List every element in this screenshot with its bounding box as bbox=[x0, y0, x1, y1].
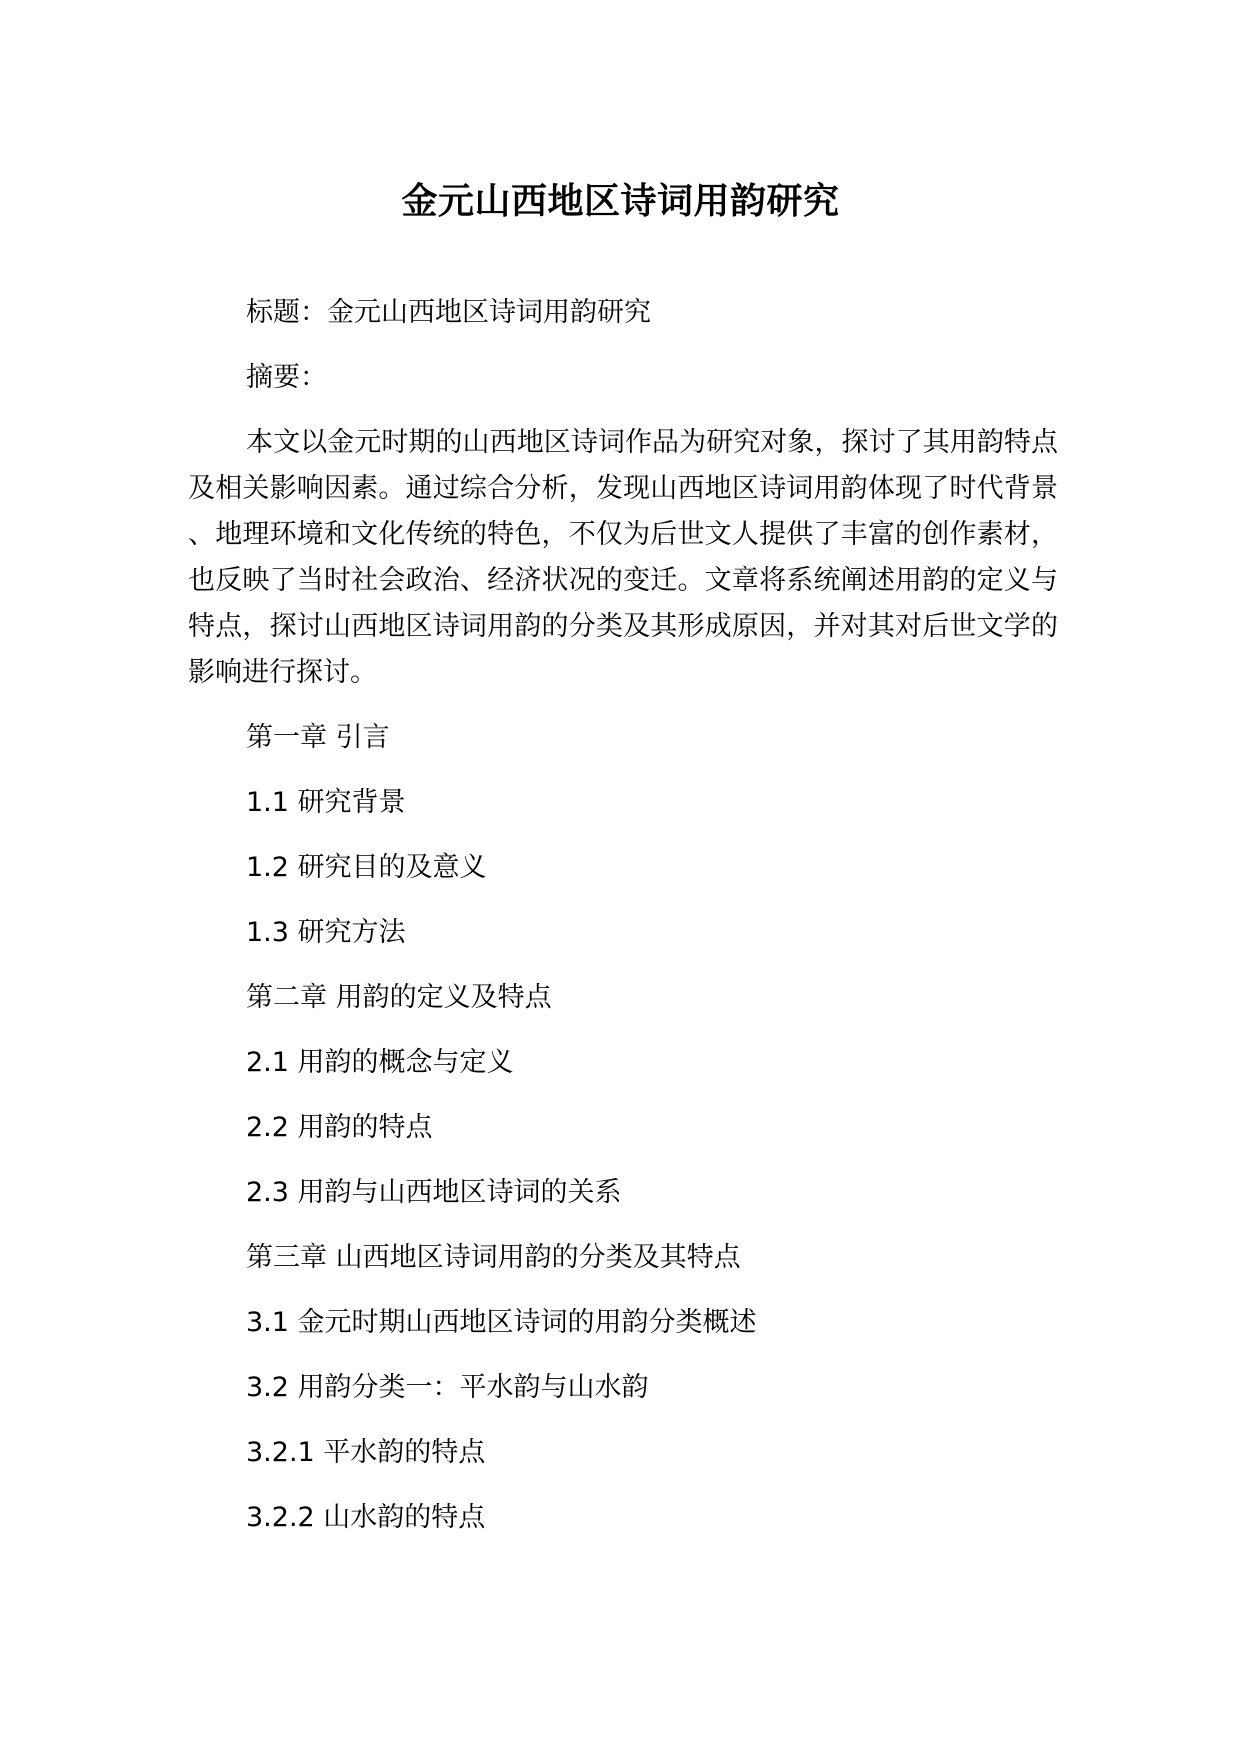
outline-section-1-1: 1.1 研究背景 bbox=[246, 787, 406, 818]
document-title: 金元山西地区诗词用韵研究 bbox=[401, 181, 840, 222]
outline-section-3-2-1: 3.2.1 平水韵的特点 bbox=[246, 1437, 486, 1468]
outline-section-3-2: 3.2 用韵分类一：平水韵与山水韵 bbox=[246, 1372, 649, 1403]
document-body bbox=[188, 290, 1058, 1541]
outline-section-3-1: 3.1 金元时期山西地区诗词的用韵分类概述 bbox=[246, 1307, 757, 1338]
outline-section-2-3: 2.3 用韵与山西地区诗词的关系 bbox=[246, 1177, 622, 1208]
outline-section-3-2-2: 3.2.2 山水韵的特点 bbox=[246, 1502, 486, 1533]
outline-section-1-2: 1.2 研究目的及意义 bbox=[246, 852, 487, 883]
outline-section-1-3: 1.3 研究方法 bbox=[246, 917, 406, 948]
outline-chapter-2: 第二章 用韵的定义及特点 bbox=[246, 982, 552, 1013]
outline-chapter-3: 第三章 山西地区诗词用韵的分类及其特点 bbox=[246, 1242, 741, 1273]
outline-section-2-1: 2.1 用韵的概念与定义 bbox=[246, 1047, 514, 1078]
outline-chapter-1: 第一章 引言 bbox=[246, 722, 390, 753]
abstract-label: 摘要： bbox=[246, 362, 327, 393]
title-line: 标题：金元山西地区诗词用韵研究 bbox=[246, 297, 651, 328]
abstract-paragraph: 本文以金元时期的山西地区诗词作品为研究对象，探讨了其用韵特点及相关影响因素。通过综合分析，发现山西地区诗词用韵体现了时代背景、地理环境和文化传统的特色，不仅为后世文人提供了丰富的创作素材，也反映了当时社会政治、经济状况的变迁。文章将系统阐述用韵的定义与特点，探讨山西地区诗词用韵的分类及其形成原因，并对其对后世文学的影响进行探讨。 bbox=[188, 427, 1058, 688]
outline-section-2-2: 2.2 用韵的特点 bbox=[246, 1112, 433, 1143]
